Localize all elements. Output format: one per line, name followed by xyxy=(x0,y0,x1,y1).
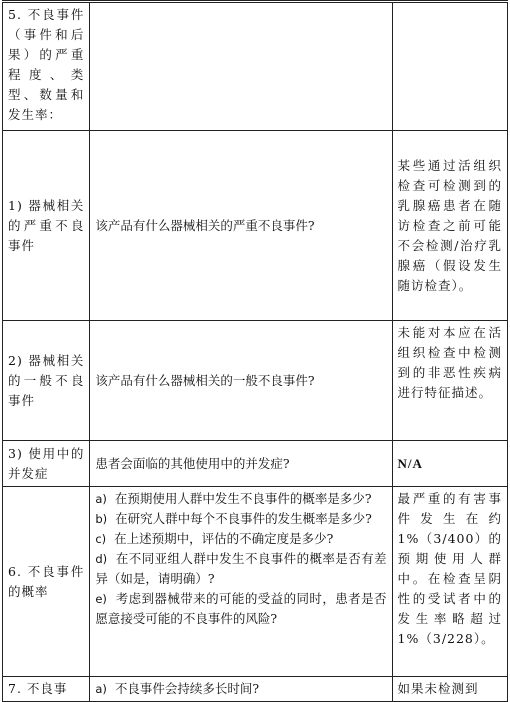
row-label-adverse-events: 5. 不良事件（事件和后果）的严重程度、类型、数量和发生率： xyxy=(3,3,90,131)
table-row xyxy=(3,487,508,677)
table-row xyxy=(3,321,508,441)
row-label-serious-device-events: 1) 器械相关的严重不良事件 xyxy=(3,131,90,321)
row-question-general-device-events: 该产品有什么器械相关的一般不良事件? xyxy=(90,321,392,441)
list-item: a) 不良事件会持续多长时间? xyxy=(95,681,260,696)
row-answer-event-probability: 最严重的有害事件发生在约1%（3/400）的预期使用人群中。在检查呈阴性的受试者中的发生率略超过1%（3/228）。 xyxy=(392,487,507,677)
table-row xyxy=(3,677,508,702)
row-label-general-device-events: 2) 器械相关的一般不良事件 xyxy=(3,321,90,441)
list-item: d) 在不同亚组人群中发生不良事件的概率是否有差异（如是，请明确）? xyxy=(95,551,387,586)
risk-assessment-table xyxy=(2,2,508,702)
list-item: c) 在上述预期中，评估的不确定度是多少? xyxy=(95,531,334,546)
row-answer-empty xyxy=(392,3,507,131)
table-row xyxy=(3,131,508,321)
row-question-serious-device-events: 该产品有什么器械相关的严重不良事件? xyxy=(90,131,392,321)
list-item: a) 在预期使用人群中发生不良事件的概率是多少? xyxy=(95,491,372,506)
row-label-event-duration: 7. 不良事 xyxy=(3,677,90,702)
row-label-use-complications: 3) 使用中的并发症 xyxy=(3,441,90,487)
top-rule xyxy=(2,0,508,1)
list-item: b) 在研究人群中每个不良事件的发生概率是多少? xyxy=(95,511,372,526)
row-answer-serious-device-events: 某些通过活组织检查可检测到的乳腺癌患者在随访检查之前可能不会检测/治疗乳腺癌（假设发生随访检查）。 xyxy=(392,131,507,321)
list-item: e) 考虑到器械带来的可能的受益的同时，患者是否愿意接受可能的不良事件的风险? xyxy=(95,591,387,626)
row-answer-use-complications: N/A xyxy=(392,441,507,487)
table-row xyxy=(3,441,508,487)
row-answer-general-device-events: 未能对本应在活组织检查中检测到的非恶性疾病进行特征描述。 xyxy=(392,321,507,441)
row-label-event-probability: 6. 不良事件的概率 xyxy=(3,487,90,677)
row-question-use-complications: 患者会面临的其他使用中的并发症? xyxy=(90,441,392,487)
row-answer-event-duration: 如果未检测到 xyxy=(392,677,507,702)
row-question-empty xyxy=(90,3,392,131)
row-question-event-probability xyxy=(90,487,392,677)
row-question-event-duration xyxy=(90,677,392,702)
table-row xyxy=(3,3,508,131)
